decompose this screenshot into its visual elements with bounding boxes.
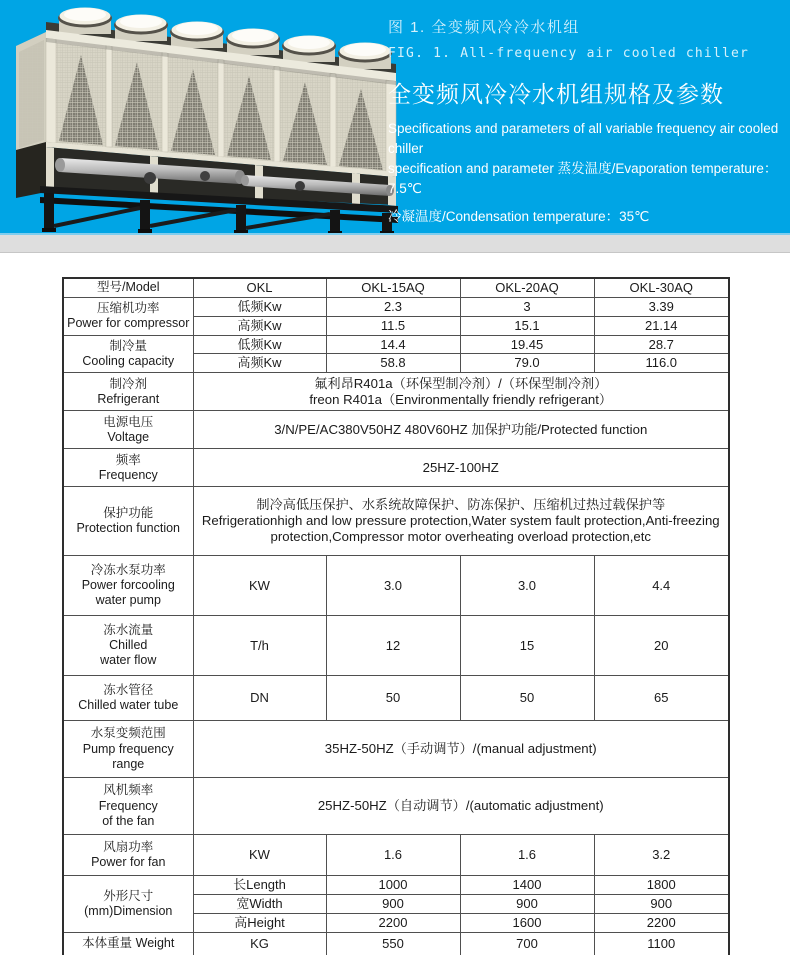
value-cell: 4.4	[594, 556, 729, 616]
label-en: Chilled	[109, 638, 148, 653]
frequency-value: 25HZ-100HZ	[193, 449, 729, 487]
fan-freq-label	[63, 778, 193, 835]
label-en: Refrigerant	[97, 391, 160, 406]
value-cell: 1.6	[460, 835, 594, 876]
table-row	[63, 411, 729, 449]
value-zh: 氟利昂R401a（环保型制冷剂）/（环保型制冷剂）	[314, 375, 608, 391]
value-cell: 1.6	[326, 835, 460, 876]
label-en: Frequency	[98, 467, 158, 482]
unit-cell: 高Height	[193, 914, 326, 933]
value-cell: 900	[326, 895, 460, 914]
value-cell: 1800	[594, 876, 729, 895]
value-cell: 1600	[460, 914, 594, 933]
pump-freq-range-value: 35HZ-50HZ（手动调节）/(manual adjustment)	[193, 721, 729, 778]
table-row	[63, 487, 729, 556]
model-header-label: 型号/Model	[63, 278, 193, 297]
label-zh: 冷冻水泵功率	[90, 562, 166, 577]
model-okl-20aq: OKL-20AQ	[460, 278, 594, 297]
dimension-label	[63, 876, 193, 933]
protection-label	[63, 487, 193, 556]
page-title: 全变频风冷冷水机组规格及参数	[388, 81, 724, 107]
voltage-label	[63, 411, 193, 449]
label-en: water pump	[95, 593, 161, 608]
value-cell: 2200	[594, 914, 729, 933]
table-row	[63, 449, 729, 487]
hero-text-block	[388, 16, 786, 227]
chiller-photo	[0, 0, 400, 233]
value-zh: 制冷高低压保护、水系统故障保护、防冻保护、压缩机过热过载保护等	[256, 497, 666, 513]
value-cell: 900	[594, 895, 729, 914]
value-cell: 15	[460, 616, 594, 676]
table-row	[63, 373, 729, 411]
model-okl-30aq: OKL-30AQ	[594, 278, 729, 297]
value-cell: 12	[326, 616, 460, 676]
unit-cell: 低频Kw	[193, 335, 326, 354]
value-cell: 3.0	[460, 556, 594, 616]
table-row	[63, 778, 729, 835]
unit-cell: 长Length	[193, 876, 326, 895]
label-en: Power for fan	[91, 855, 166, 870]
pump-freq-range-label	[63, 721, 193, 778]
value-cell: 3	[460, 297, 594, 316]
label-en: water flow	[100, 653, 157, 668]
label-en: Pump frequency	[82, 741, 174, 756]
value-en: Refrigerationhigh and low pressure protection,Water system fault protection,Anti-freezing protection,Compressor motor overheating overload protection,etc	[201, 513, 720, 545]
protection-value	[193, 487, 729, 556]
unit-cell: KW	[193, 556, 326, 616]
unit-cell: 高频Kw	[193, 316, 326, 335]
label-en: (mm)Dimension	[84, 904, 173, 919]
unit-cell: KW	[193, 835, 326, 876]
table-header-row	[63, 278, 729, 297]
chiller-illustration	[0, 0, 400, 233]
label-en: of the fan	[102, 813, 155, 828]
fan-freq-value: 25HZ-50HZ（自动调节）/(automatic adjustment)	[193, 778, 729, 835]
label-zh: 制冷剂	[109, 376, 147, 391]
value-cell: 900	[460, 895, 594, 914]
unit-cell: 宽Width	[193, 895, 326, 914]
table-row	[63, 721, 729, 778]
value-cell: 3.39	[594, 297, 729, 316]
water-tube-label	[63, 676, 193, 721]
value-cell: 3.2	[594, 835, 729, 876]
table-row	[63, 876, 729, 895]
table-row	[63, 676, 729, 721]
model-okl: OKL	[193, 278, 326, 297]
hero-banner	[0, 0, 790, 233]
table-row	[63, 933, 729, 955]
pump-power-label	[63, 556, 193, 616]
value-cell: 58.8	[326, 354, 460, 373]
label-zh: 频率	[115, 452, 141, 467]
label-en: Protection function	[76, 521, 181, 536]
value-cell: 11.5	[326, 316, 460, 335]
value-cell: 116.0	[594, 354, 729, 373]
value-cell: 2.3	[326, 297, 460, 316]
value-cell: 3.0	[326, 556, 460, 616]
label-zh: 外形尺寸	[103, 888, 154, 903]
value-cell: 79.0	[460, 354, 594, 373]
value-cell: 50	[326, 676, 460, 721]
value-cell: 700	[460, 933, 594, 955]
label-zh: 制冷量	[109, 338, 147, 353]
label-zh: 压缩机功率	[96, 300, 160, 315]
description-line-3: 冷凝温度/Condensation temperature：35℃	[388, 209, 650, 224]
value-cell: 2200	[326, 914, 460, 933]
value-cell: 1000	[326, 876, 460, 895]
table-row	[63, 335, 729, 354]
description-line-2: specification and parameter 蒸发温度/Evaporation temperature：7.5℃	[388, 161, 778, 196]
unit-cell: 高频Kw	[193, 354, 326, 373]
label-en: Power for compressor	[67, 316, 190, 331]
refrigerant-label	[63, 373, 193, 411]
value-cell: 50	[460, 676, 594, 721]
label-zh: 风扇功率	[103, 840, 154, 855]
label-en: Frequency	[98, 798, 158, 813]
value-cell: 1100	[594, 933, 729, 955]
value-cell: 65	[594, 676, 729, 721]
label-en: Power forcooling	[81, 578, 175, 593]
description-line-1: Specifications and parameters of all variable frequency air cooled chiller	[388, 121, 779, 156]
label-zh: 冻水流量	[103, 622, 154, 637]
value-cell: 28.7	[594, 335, 729, 354]
value-en: freon R401a（Environmentally friendly refrigerant）	[309, 391, 613, 407]
value-cell: 14.4	[326, 335, 460, 354]
table-row	[63, 297, 729, 316]
table-row	[63, 556, 729, 616]
unit-cell: T/h	[193, 616, 326, 676]
unit-cell: KG	[193, 933, 326, 955]
label-zh: 保护功能	[103, 506, 154, 521]
compressor-power-label	[63, 297, 193, 335]
label-en: Voltage	[107, 429, 150, 444]
label-en: Chilled water tube	[78, 698, 179, 713]
figure-caption-zh: 图 1. 全变频风冷冷水机组	[388, 19, 580, 36]
frequency-label	[63, 449, 193, 487]
weight-label: 本体重量 Weight	[63, 933, 193, 955]
table-row	[63, 835, 729, 876]
fan-power-label	[63, 835, 193, 876]
value-cell: 550	[326, 933, 460, 955]
divider-band	[0, 235, 790, 253]
voltage-value: 3/N/PE/AC380V50HZ 480V60HZ 加保护功能/Protected function	[193, 411, 729, 449]
value-cell: 19.45	[460, 335, 594, 354]
label-zh: 风机频率	[103, 783, 154, 798]
label-zh: 冻水管径	[103, 683, 154, 698]
label-en: range	[112, 756, 145, 771]
label-zh: 水泵变频范围	[90, 726, 166, 741]
value-cell: 15.1	[460, 316, 594, 335]
water-flow-label	[63, 616, 193, 676]
table-row	[63, 616, 729, 676]
refrigerant-value	[193, 373, 729, 411]
unit-cell: DN	[193, 676, 326, 721]
spec-table	[62, 277, 730, 955]
label-en: Cooling capacity	[82, 353, 175, 368]
figure-caption-en: FIG. 1. All-frequency air cooled chiller	[388, 46, 750, 61]
unit-cell: 低频Kw	[193, 297, 326, 316]
value-cell: 20	[594, 616, 729, 676]
cooling-capacity-label	[63, 335, 193, 373]
value-cell: 21.14	[594, 316, 729, 335]
label-zh: 电源电压	[103, 414, 154, 429]
model-okl-15aq: OKL-15AQ	[326, 278, 460, 297]
value-cell: 1400	[460, 876, 594, 895]
